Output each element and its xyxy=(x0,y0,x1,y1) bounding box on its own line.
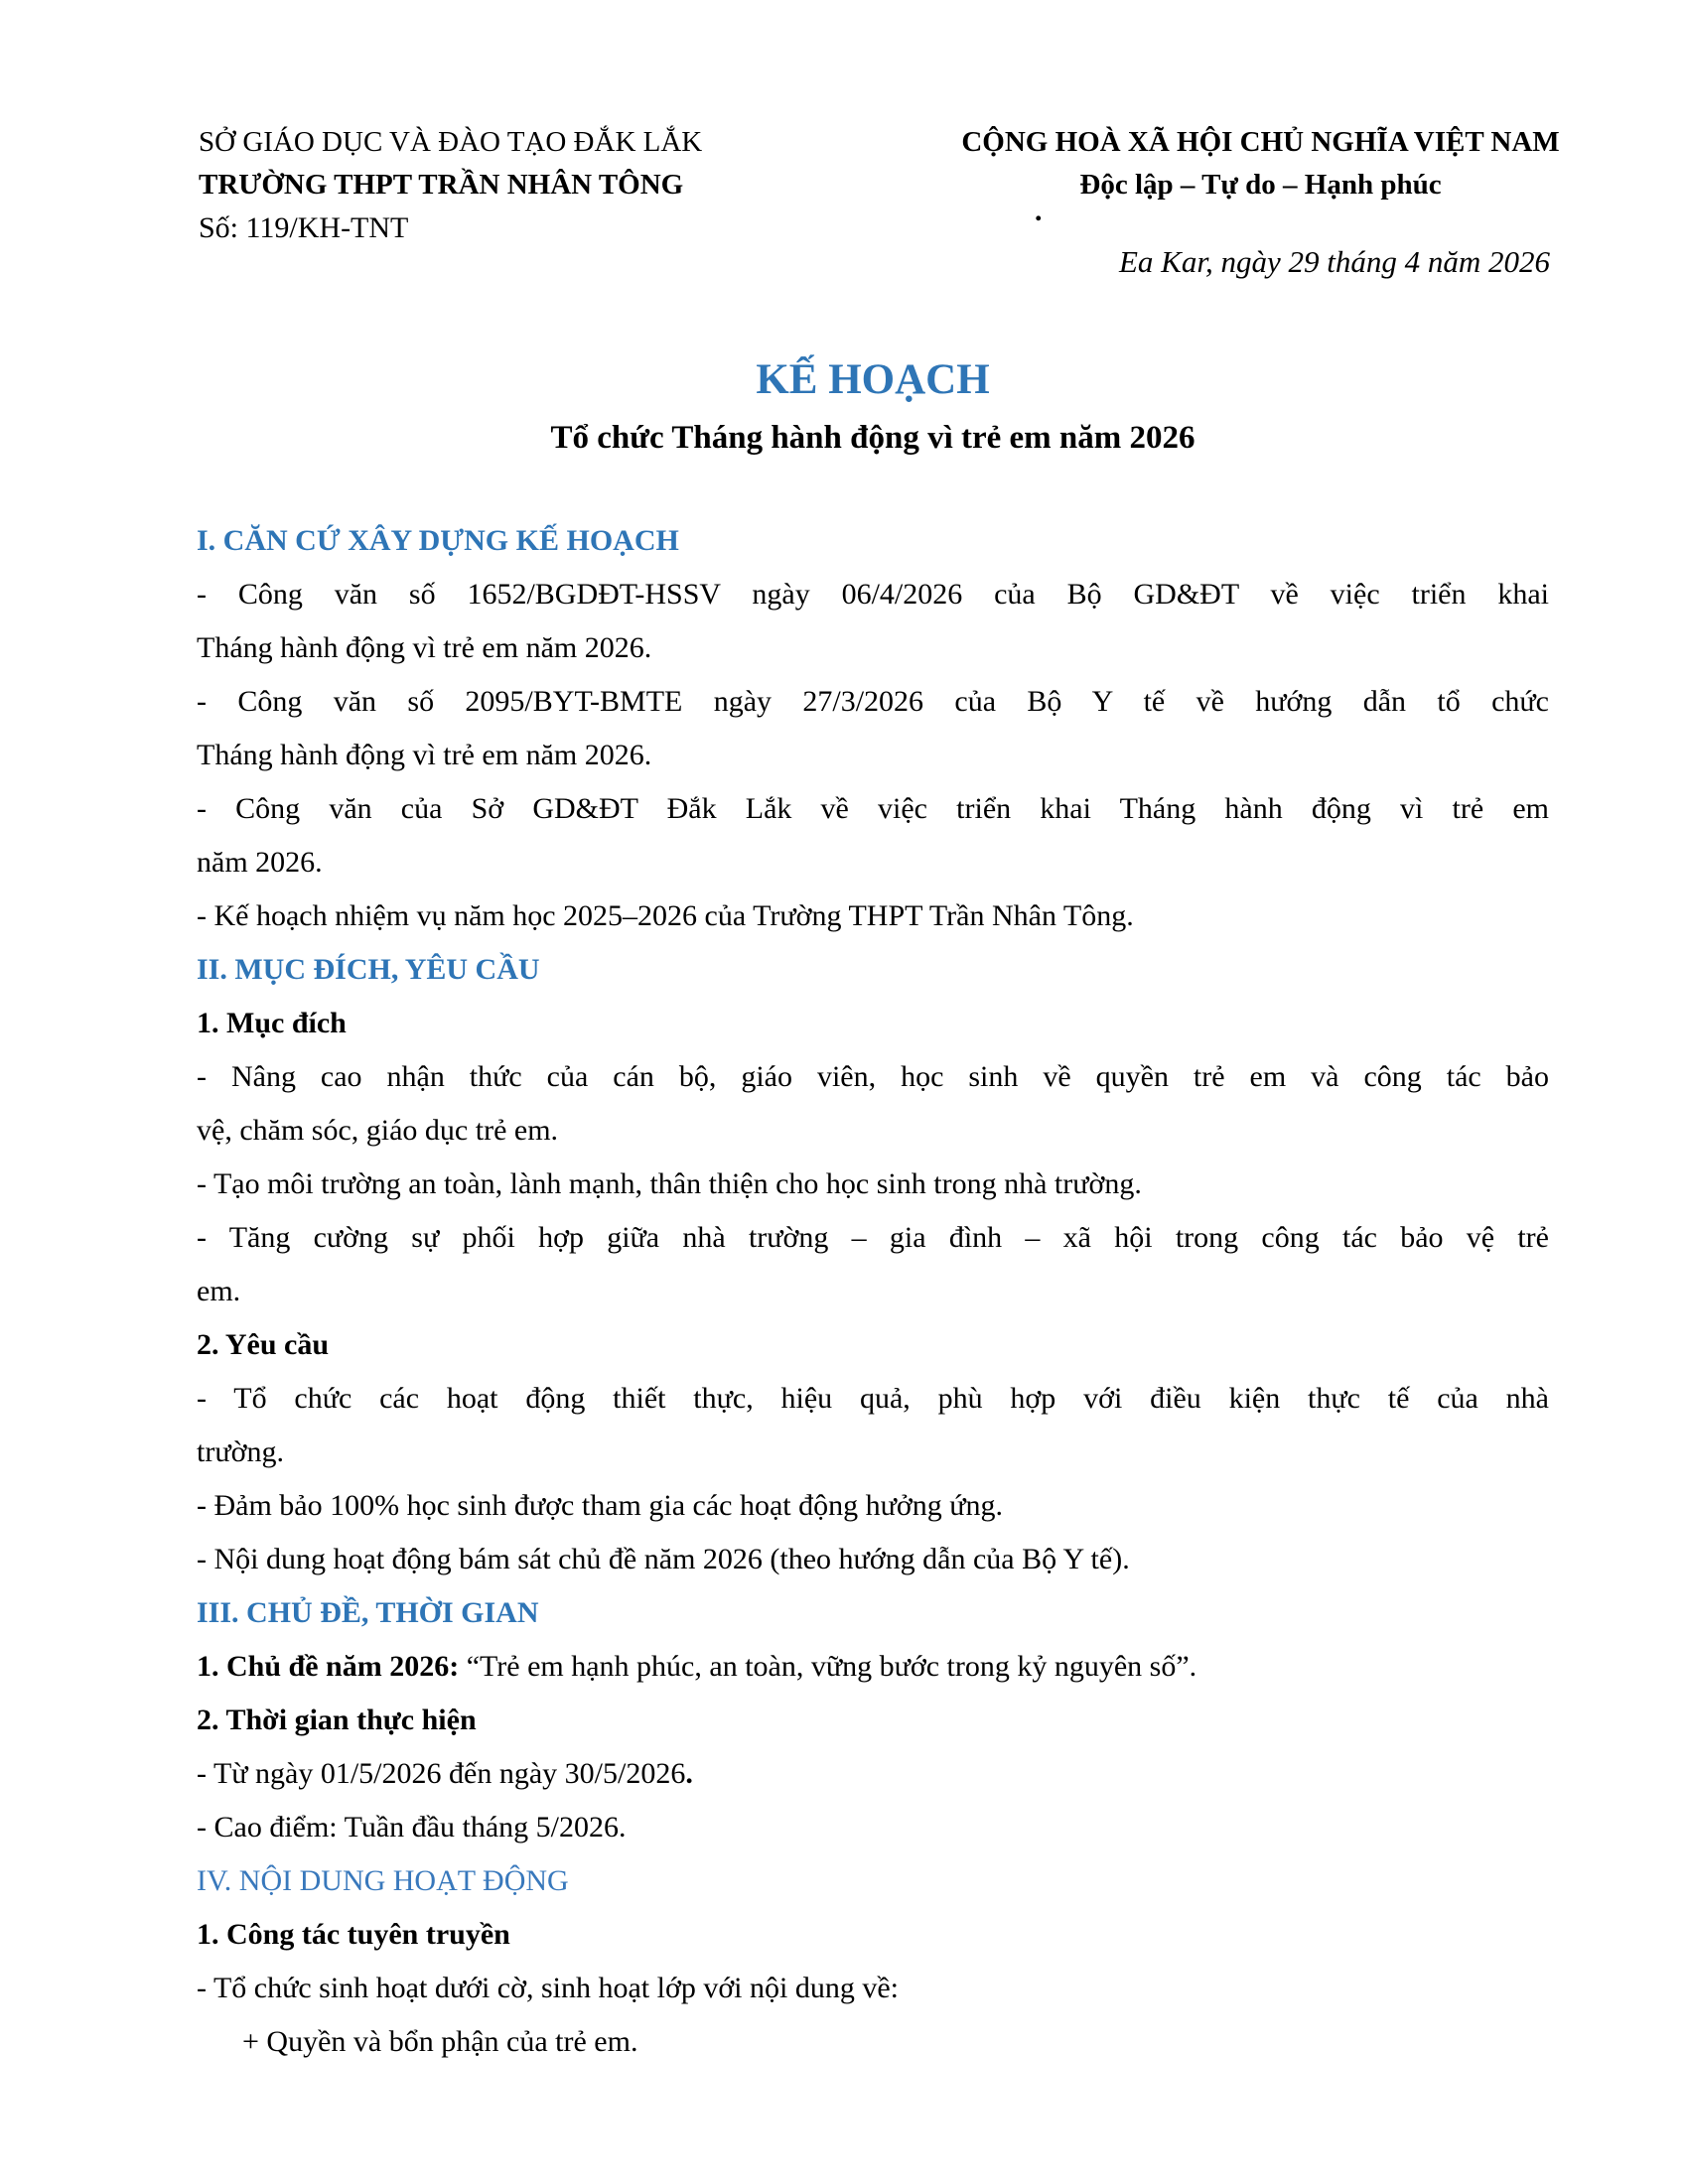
body-line: em. xyxy=(197,1275,241,1307)
body-line: - Tổ chức các hoạt động thiết thực, hiệu quả, phù hợp với điều kiện thực tế của nhà xyxy=(197,1382,1549,1415)
subsection-heading: 1. Mục đích xyxy=(197,1007,347,1039)
body-line: - Tăng cường sự phối hợp giữa nhà trường – gia đình – xã hội trong công tác bảo vệ trẻ xyxy=(197,1221,1549,1254)
header-right xyxy=(911,121,1611,206)
body-line: - Kế hoạch nhiệm vụ năm học 2025–2026 của Trường THPT Trần Nhân Tông. xyxy=(197,899,1134,932)
section-heading-4: IV. NỘI DUNG HOẠT ĐỘNG xyxy=(197,1864,569,1897)
body-line: - Tổ chức sinh hoạt dưới cờ, sinh hoạt lớp với nội dung về: xyxy=(197,1972,900,2004)
body-line: 1. Chủ đề năm 2026: “Trẻ em hạnh phúc, an toàn, vững bước trong kỷ nguyên số”. xyxy=(197,1650,1197,1683)
body-line: - Tạo môi trường an toàn, lành mạnh, thân thiện cho học sinh trong nhà trường. xyxy=(197,1167,1142,1200)
document-subtitle: Tổ chức Tháng hành động vì trẻ em năm 2026 xyxy=(550,420,1196,456)
body-line: vệ, chăm sóc, giáo dục trẻ em. xyxy=(197,1114,559,1147)
section-heading-1: I. CĂN CỨ XÂY DỰNG KẾ HOẠCH xyxy=(197,524,679,557)
section-heading-3: III. CHỦ ĐỀ, THỜI GIAN xyxy=(197,1596,539,1629)
body-line: - Công văn số 2095/BYT-BMTE ngày 27/3/2026 của Bộ Y tế về hướng dẫn tổ chức xyxy=(197,685,1549,718)
body-line: - Đảm bảo 100% học sinh được tham gia các hoạt động hưởng ứng. xyxy=(197,1489,1003,1522)
school-name: TRƯỜNG THPT TRẦN NHÂN TÔNG xyxy=(199,169,684,201)
motto-dot: . xyxy=(1035,195,1043,227)
body-line: - Công văn của Sở GD&ĐT Đắk Lắk về việc triển khai Tháng hành động vì trẻ em xyxy=(197,792,1549,825)
body-line: - Công văn số 1652/BGDĐT-HSSV ngày 06/4/2026 của Bộ GD&ĐT về việc triển khai xyxy=(197,578,1549,611)
body-line: Tháng hành động vì trẻ em năm 2026. xyxy=(197,631,652,664)
national-name-line: CỘNG HOÀ XÃ HỘI CHỦ NGHĨA VIỆT NAM xyxy=(961,126,1560,158)
subsection-heading: 1. Công tác tuyên truyền xyxy=(197,1918,510,1951)
issuing-department: SỞ GIÁO DỤC VÀ ĐÀO TẠO ĐẮK LẮK xyxy=(199,126,703,158)
body-line: - Nâng cao nhận thức của cán bộ, giáo viên, học sinh về quyền trẻ em và công tác bảo xyxy=(197,1060,1549,1093)
section-heading-2: II. MỤC ĐÍCH, YÊU CẦU xyxy=(197,953,540,986)
document-number: Số: 119/KH-TNT xyxy=(199,211,409,244)
national-motto-line: Độc lập – Tự do – Hạnh phúc xyxy=(1079,169,1442,201)
body-line: - Từ ngày 01/5/2026 đến ngày 30/5/2026. xyxy=(197,1757,693,1790)
document-body xyxy=(197,514,1549,2069)
body-line: - Nội dung hoạt động bám sát chủ đề năm 2026 (theo hướng dẫn của Bộ Y tế). xyxy=(197,1543,1130,1575)
subsection-heading: 2. Yêu cầu xyxy=(197,1328,330,1361)
subsection-heading: 2. Thời gian thực hiện xyxy=(197,1704,477,1736)
body-line: năm 2026. xyxy=(197,846,323,879)
document-title: KẾ HOẠCH xyxy=(756,356,990,403)
body-line: trường. xyxy=(197,1435,284,1468)
body-line: - Cao điểm: Tuần đầu tháng 5/2026. xyxy=(197,1811,627,1843)
place-date-line: Ea Kar, ngày 29 tháng 4 năm 2026 xyxy=(1119,244,1550,279)
body-line: + Quyền và bổn phận của trẻ em. xyxy=(242,2025,638,2058)
body-line: Tháng hành động vì trẻ em năm 2026. xyxy=(197,739,652,771)
header-left xyxy=(199,121,702,249)
